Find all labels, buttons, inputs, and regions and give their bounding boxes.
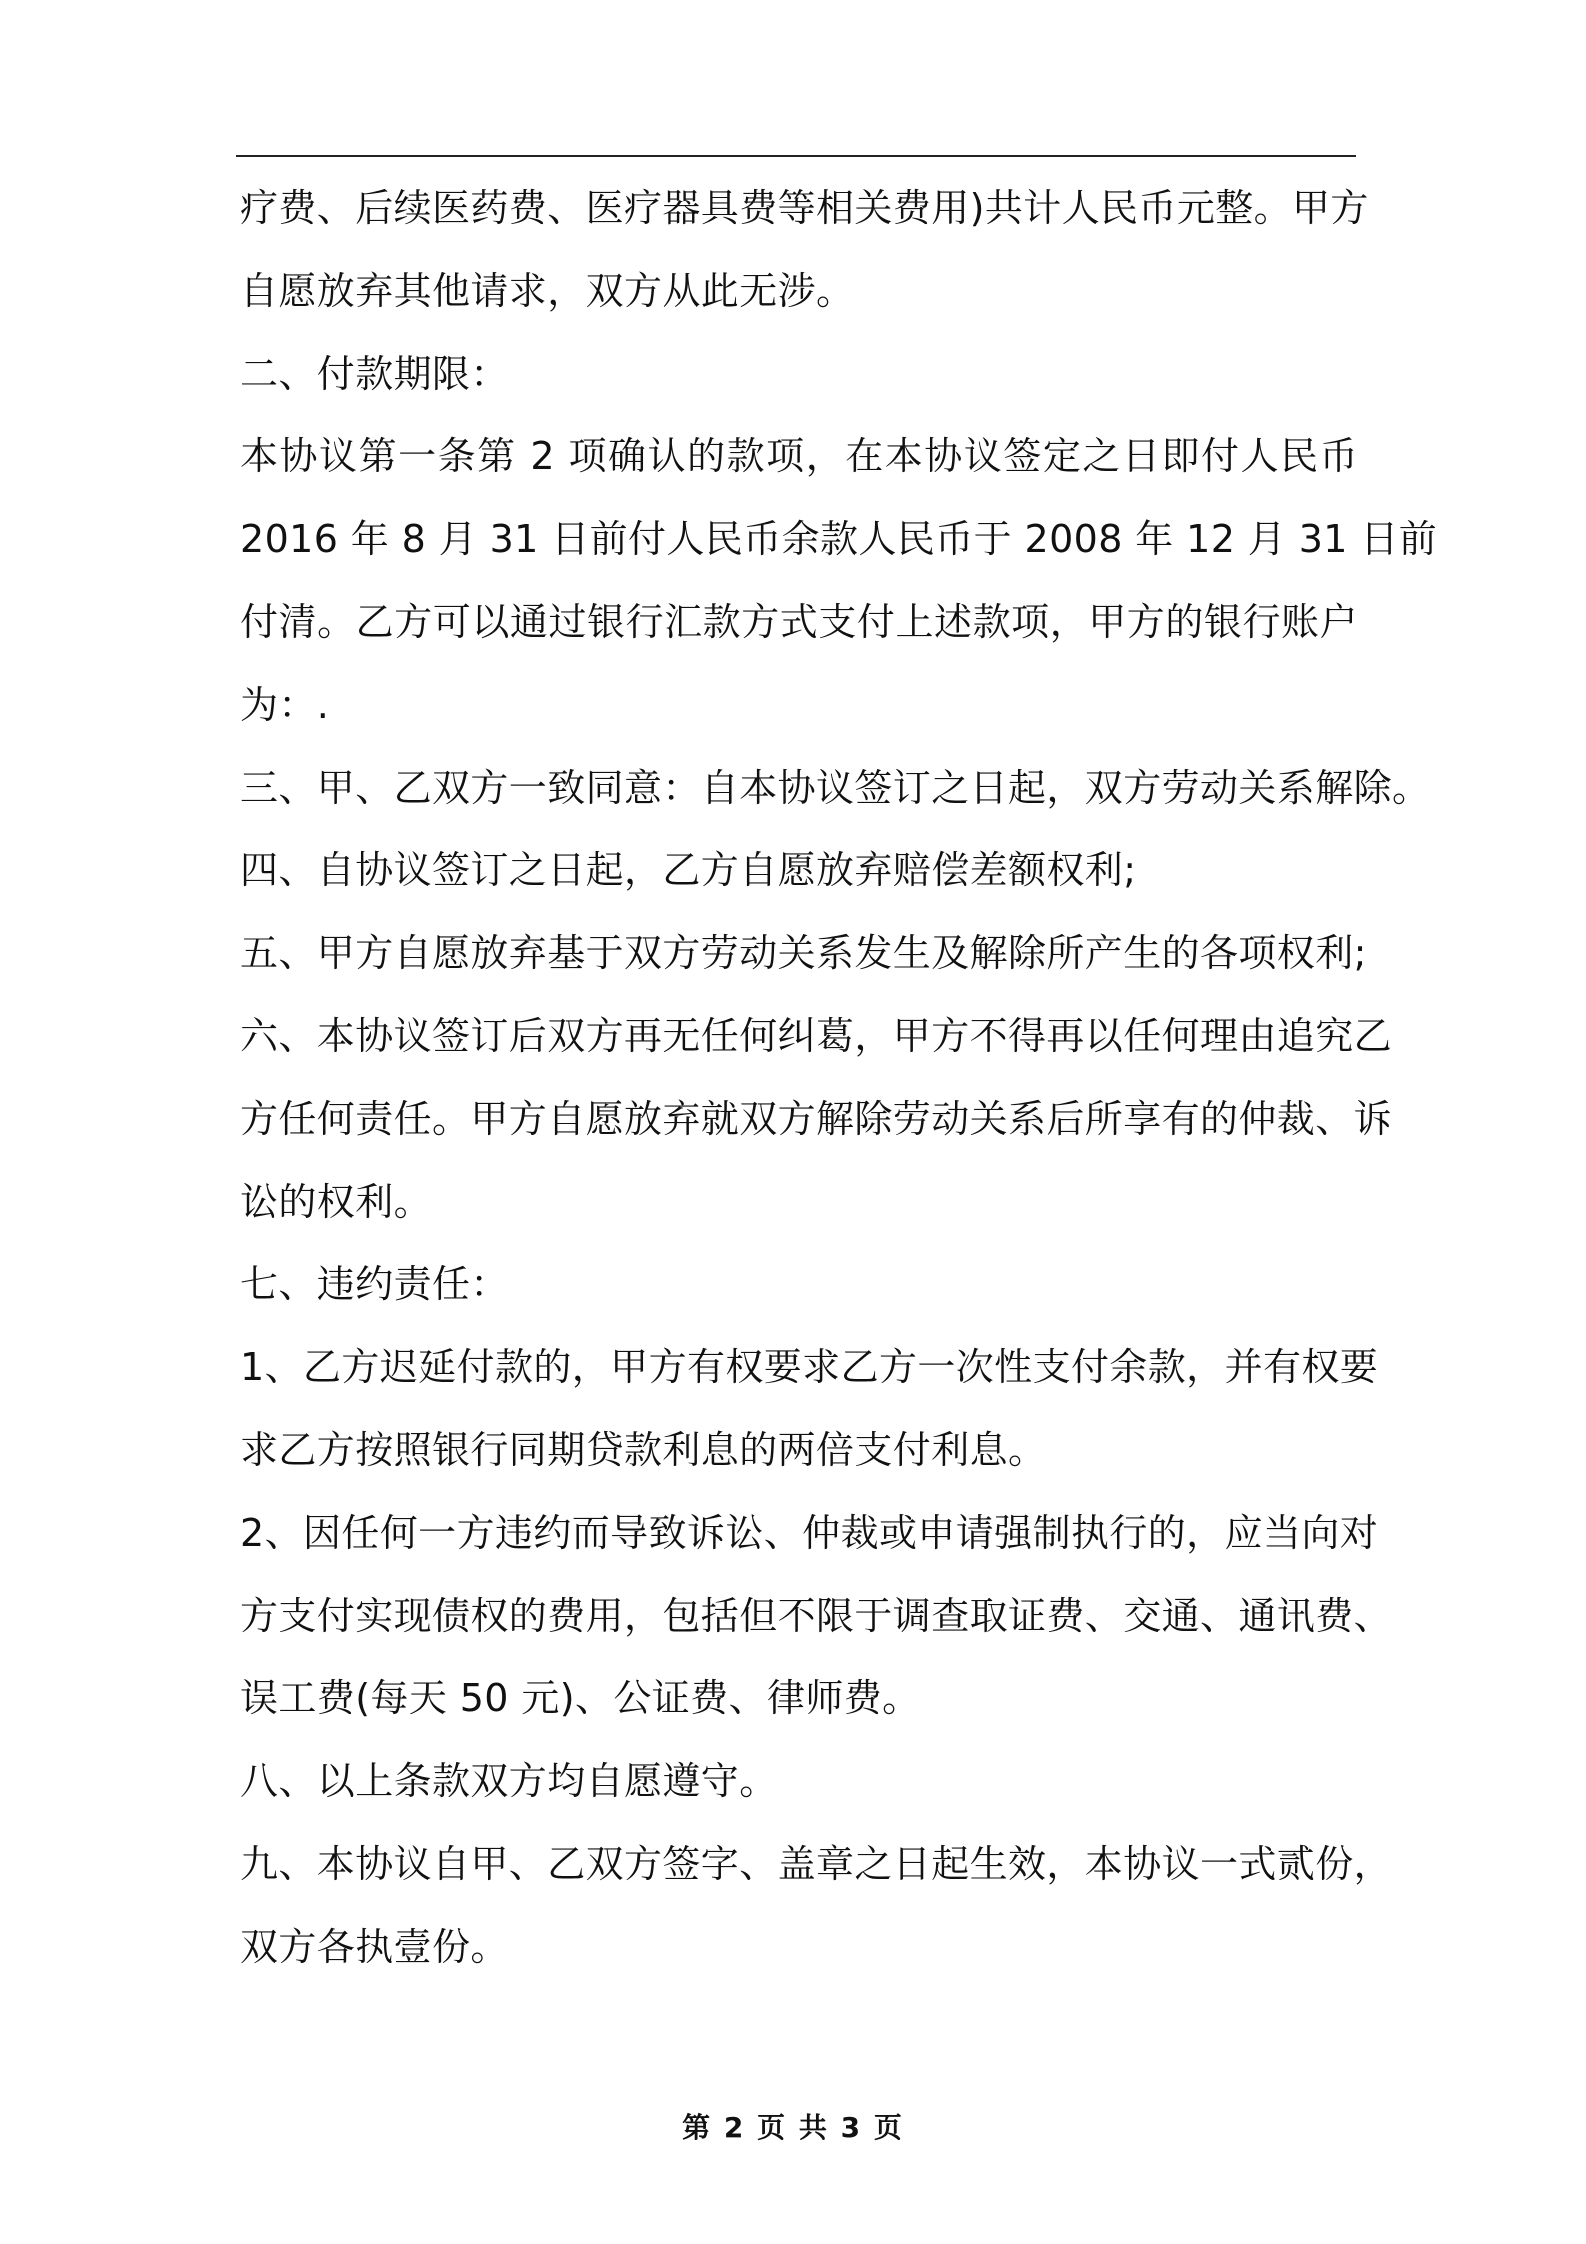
text-line: 九、本协议自甲、乙双方签字、盖章之日起生效，本协议一式贰份，: [240, 1841, 1393, 1886]
text-line: 疗费、后续医药费、医疗器具费等相关费用)共计人民币元整。甲方: [240, 186, 1369, 230]
text-line: 七、违约责任：: [240, 1262, 509, 1307]
text-line: 本协议第一条第 2 项确认的款项，在本协议签定之日即付人民币: [240, 434, 1358, 479]
text-line: 讼的权利。: [240, 1179, 433, 1224]
text-line: 三、甲、乙双方一致同意：自本协议签订之日起，双方劳动关系解除。: [240, 765, 1431, 810]
text-line: 2、因任何一方违约而导致诉讼、仲裁或申请强制执行的，应当向对: [240, 1510, 1379, 1555]
text-line: 误工费(每天 50 元)、公证费、律师费。: [240, 1676, 921, 1721]
text-line: 八、以上条款双方均自愿遵守。: [240, 1759, 778, 1804]
text-line: 自愿放弃其他请求，双方从此无涉。: [240, 268, 855, 313]
text-line: 六、本协议签订后双方再无任何纠葛，甲方不得再以任何理由追究乙: [240, 1013, 1393, 1058]
text-line: 为：.: [240, 682, 330, 727]
text-line: 付清。乙方可以通过银行汇款方式支付上述款项，甲方的银行账户: [240, 599, 1358, 644]
text-line: 双方各执壹份。: [240, 1924, 509, 1969]
text-line: 求乙方按照银行同期贷款利息的两倍支付利息。: [240, 1427, 1047, 1472]
text-line: 2016 年 8 月 31 日前付人民币余款人民币于 2008 年 12 月 31 日前: [240, 517, 1438, 562]
text-line: 二、付款期限：: [240, 351, 509, 396]
text-line: 四、自协议签订之日起，乙方自愿放弃赔偿差额权利;: [240, 848, 1137, 893]
text-line: 方支付实现债权的费用，包括但不限于调查取证费、交通、通讯费、: [240, 1593, 1393, 1638]
text-line: 五、甲方自愿放弃基于双方劳动关系发生及解除所产生的各项权利;: [240, 931, 1367, 976]
text-line: 1、乙方迟延付款的，甲方有权要求乙方一次性支付余款，并有权要: [240, 1345, 1379, 1390]
page-number-footer: 第 2 页 共 3 页: [682, 2111, 904, 2144]
document-body: [240, 186, 1438, 2010]
text-line: 方任何责任。甲方自愿放弃就双方解除劳动关系后所享有的仲裁、诉: [240, 1096, 1393, 1141]
header-rule: [236, 155, 1356, 157]
